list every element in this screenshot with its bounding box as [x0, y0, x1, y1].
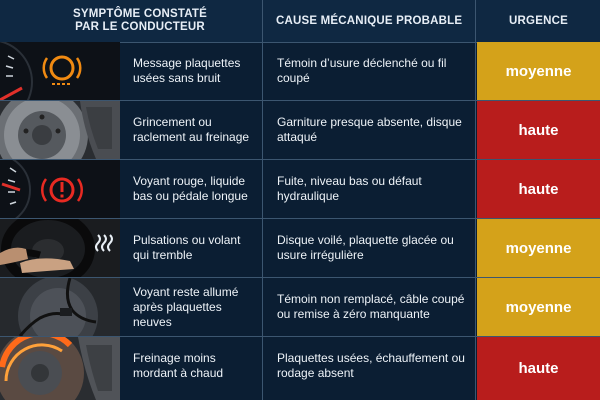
symptom-text: Freinage moins mordant à chaud	[133, 351, 224, 380]
cause-text: Témoin d’usure déclenché ou fil coupé	[277, 56, 447, 85]
dashboard-red-brake-warning-icon	[0, 160, 120, 218]
urgency-badge: haute	[477, 337, 600, 400]
table-row	[0, 101, 600, 160]
header-symptom-line1: SYMPTÔME CONSTATÉ	[73, 8, 207, 20]
header-cause: CAUSE MÉCANIQUE PROBABLE	[276, 14, 463, 27]
cause-text: Garniture presque absente, disque attaqué	[277, 115, 462, 144]
header-symptom-line2: PAR LE CONDUCTEUR	[75, 21, 205, 33]
table-row	[0, 42, 600, 101]
urgency-badge: moyenne	[477, 219, 600, 277]
column-divider	[262, 0, 263, 400]
dashboard-brake-wear-warning-icon	[0, 42, 120, 100]
header-symptom	[0, 0, 260, 42]
table-row	[0, 160, 600, 219]
symptom-text: Pulsations ou volant qui tremble	[133, 233, 241, 262]
cause-text: Fuite, niveau bas ou défaut hydraulique	[277, 174, 422, 203]
hot-brake-disc-icon	[0, 337, 120, 400]
table-row	[0, 219, 600, 278]
column-divider	[475, 0, 476, 400]
symptom-text: Voyant reste allumé après plaquettes neuves	[133, 284, 239, 329]
urgency-badge: haute	[477, 160, 600, 218]
table-row	[0, 278, 600, 337]
table-header	[0, 0, 600, 43]
symptom-text: Message plaquettes usées sans bruit	[133, 56, 241, 85]
steering-wheel-vibration-icon	[0, 219, 120, 277]
table-row	[0, 337, 600, 400]
symptom-text: Grincement ou raclement au freinage	[133, 115, 250, 144]
urgency-badge: moyenne	[477, 278, 600, 336]
cause-text: Disque voilé, plaquette glacée ou usure irrégulière	[277, 233, 454, 262]
brake-wear-sensor-cable-icon	[0, 278, 120, 336]
header-urgency: URGENCE	[509, 14, 568, 27]
brake-disc-caliper-icon	[0, 101, 120, 159]
urgency-badge: haute	[477, 101, 600, 159]
symptom-text: Voyant rouge, liquide bas ou pédale longue	[133, 174, 248, 203]
cause-text: Plaquettes usées, échauffement ou rodage absent	[277, 351, 465, 380]
cause-text: Témoin non remplacé, câble coupé ou remise à zéro manquante	[277, 292, 465, 321]
urgency-badge: moyenne	[477, 42, 600, 100]
